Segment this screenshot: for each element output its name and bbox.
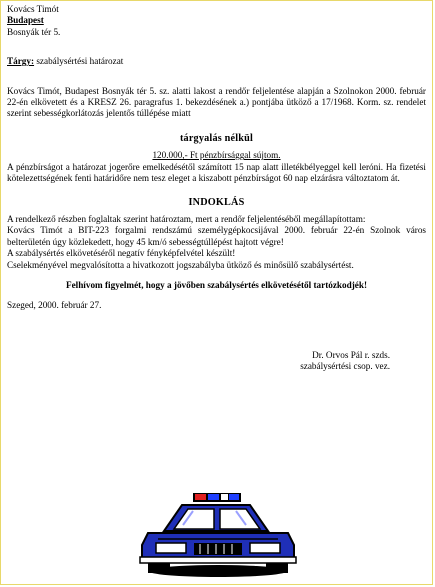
fine-line: 120.000,- Ft pénzbírsággal sújtom.: [152, 150, 281, 161]
subject-value: szabálysértési határozat: [34, 56, 124, 67]
subject-label: Tárgy:: [7, 56, 35, 67]
reasoning-line-4: Cselekményével megvalósította a hivatkozott jogszabályba ütköző és minősülő szabálysértést.: [7, 259, 354, 270]
fine-paragraph: A pénzbírságot a határozat jogerőre emelkedésétől számított 15 nap alatt illetékbélyeggel kell leróni. Ha fizetési kötelezettségének fenti határidőre nem tesz eleget a kiszabott pénzbírságot 60 nap elzárásra változtatom át.: [7, 161, 426, 184]
intro-paragraph: Kovács Timót, Budapest Bosnyák tér 5. sz. alatti lakost a rendőr feljelentése alapján a Szolnokon 2000. február 22-én elkövetett és a KRESZ 26. paragrafus 1. bekezdésének a.) pontjába ütköző a 17/1968. Korm. sz. rendelet szerint sebességkorlátozás jelentős túllépése miatt: [7, 85, 426, 119]
reasoning-line-2: Kovács Timót a BIT-223 forgalmi rendszámú személygépkocsijával 2000. február 22-én Szolnok város belterületén úgy közlekedett, hogy 45 km/ó sebességtúllépést hajtott végre!: [7, 225, 426, 247]
place-date: Szeged, 2000. február 27.: [7, 300, 102, 311]
signature-name: Dr. Orvos Pál r. szds.: [312, 349, 390, 360]
subject-line: [7, 56, 426, 67]
sender-name: Kovács Timót: [7, 4, 59, 14]
sender-street: Bosnyák tér 5.: [7, 26, 61, 37]
warning-text: Felhívom figyelmét, hogy a jövőben szabálysértés elkövetésétől tartózkodjék!: [65, 279, 368, 290]
sender-city: Budapest: [7, 15, 44, 26]
reasoning-line-1: A rendelkező részben foglaltak szerint határoztam, mert a rendőr feljelentéséből megállapítottam:: [7, 213, 366, 224]
decision-heading: tárgyalás nélkül: [179, 132, 254, 144]
reasoning-heading: INDOKLÁS: [188, 197, 245, 209]
police-car-icon: [138, 487, 300, 579]
reasoning-line-3: A szabálysértés elkövetéséről negatív fényképfelvétel készült!: [7, 248, 236, 259]
signature-title: szabálysértési csop. vez.: [300, 361, 390, 372]
